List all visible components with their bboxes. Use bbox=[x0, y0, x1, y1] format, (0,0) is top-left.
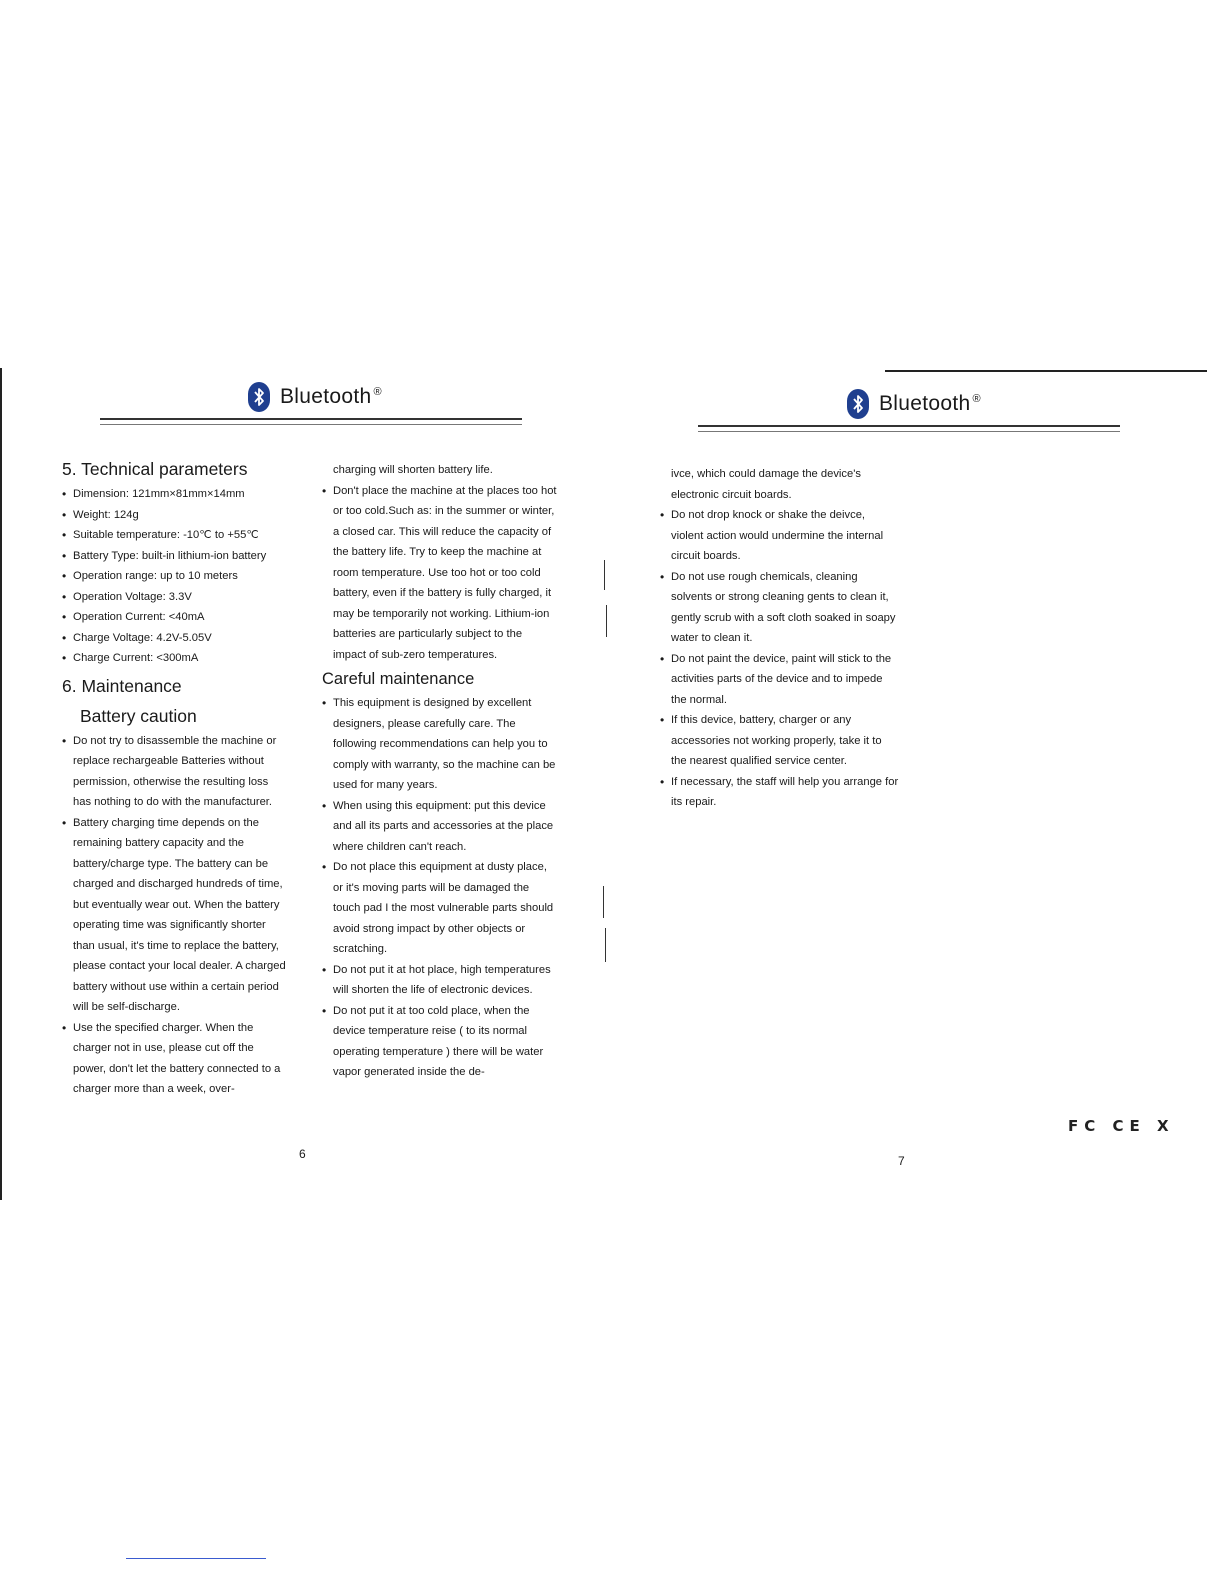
list-item: • Do not paint the device, paint will stick to the activities parts of the device and to impede the normal. bbox=[660, 649, 900, 711]
subsection-title-battery: Battery caution bbox=[80, 705, 197, 726]
list-item: • Battery charging time depends on the remaining battery capacity and the battery/charge type. The battery can be charged and discharged hundreds of time, but eventually wear out. When the battery operating time was significantly shorter than usual, it's time to replace the battery, please contact your local dealer. A charged battery without use within a certain period will be self-discharge. bbox=[62, 813, 288, 1018]
list-item: • Operation range: up to 10 meters bbox=[62, 566, 312, 587]
staple-mark bbox=[605, 928, 606, 962]
header-rule-right-thin bbox=[698, 431, 1120, 432]
bluetooth-icon bbox=[248, 382, 270, 412]
list-item: • Operation Current: <40mA bbox=[62, 607, 312, 628]
list-item: • If this device, battery, charger or any accessories not working properly, take it to the nearest qualified service center. bbox=[660, 710, 900, 772]
list-item: • Do not place this equipment at dusty place, or it's moving parts will be damaged the touch pad I the most vulnerable parts should avoid strong impact by other objects or scratching. bbox=[322, 857, 558, 960]
list-item: • If necessary, the staff will help you arrange for its repair. bbox=[660, 772, 900, 813]
page-number-right: 7 bbox=[898, 1154, 905, 1168]
left-column-2 bbox=[322, 460, 558, 1083]
staple-mark bbox=[606, 605, 607, 637]
brand-title: Bluetooth ® bbox=[879, 392, 981, 415]
brand-title: Bluetooth ® bbox=[280, 385, 382, 408]
section-title-careful: Careful maintenance bbox=[322, 670, 475, 688]
list-item: • Use the specified charger. When the charger not in use, please cut off the power, don't let the battery connected to a charger more than a week, over- bbox=[62, 1018, 288, 1100]
care-list-c bbox=[660, 505, 900, 813]
staple-mark bbox=[603, 886, 604, 918]
left-column-1 bbox=[62, 456, 312, 1100]
bluetooth-icon bbox=[847, 389, 869, 419]
continued-text: ivce, which could damage the device's electronic circuit boards. bbox=[671, 468, 861, 501]
list-item: • Do not put it at hot place, high temperatures will shorten the life of electronic devices. bbox=[322, 960, 558, 1001]
care-list-b bbox=[322, 693, 558, 1083]
header-rule-left-thin bbox=[100, 424, 522, 425]
list-item: • Charge Current: <300mA bbox=[62, 648, 312, 669]
page-number-left: 6 bbox=[299, 1147, 306, 1161]
continued-text: charging will shorten battery life. bbox=[333, 464, 493, 476]
list-item: • Suitable temperature: -10℃ to +55℃ bbox=[62, 525, 312, 546]
list-item: • Do not drop knock or shake the deivce, violent action would undermine the internal circuit boards. bbox=[660, 505, 900, 567]
top-edge-right bbox=[885, 370, 1207, 372]
scan-line bbox=[126, 1558, 266, 1559]
list-item: • Operation Voltage: 3.3V bbox=[62, 587, 312, 608]
section-title-maintenance: 6. Maintenance bbox=[62, 675, 182, 696]
list-item: • Dimension: 121mm×81mm×14mm bbox=[62, 484, 312, 505]
list-item: • When using this equipment: put this device and all its parts and accessories at the place where children can't reach. bbox=[322, 796, 558, 858]
staple-mark bbox=[604, 560, 605, 590]
header-rule-left bbox=[100, 418, 522, 420]
list-item: • Battery Type: built-in lithium-ion battery bbox=[62, 546, 312, 567]
list-item: • This equipment is designed by excellent designers, please carefully care. The following recommendations can help you to comply with warranty, so the machine can be used for many years. bbox=[322, 693, 558, 796]
page-edge-left bbox=[0, 368, 2, 1200]
list-item: • Charge Voltage: 4.2V-5.05V bbox=[62, 628, 312, 649]
list-item: • Weight: 124g bbox=[62, 505, 312, 526]
list-item: • Do not put it at too cold place, when the device temperature reise ( to its normal operating temperature ) there will be water vapor generated inside the de- bbox=[322, 1001, 558, 1083]
spec-list bbox=[62, 484, 312, 669]
caution-list bbox=[62, 731, 288, 1100]
header-rule-right bbox=[698, 425, 1120, 427]
list-item: • Do not try to disassemble the machine or replace rechargeable Batteries without permission, otherwise the resulting loss has nothing to do with the manufacturer. bbox=[62, 731, 288, 813]
header-right bbox=[847, 389, 981, 419]
care-list-a bbox=[322, 481, 558, 666]
section-title-technical: 5. Technical parameters bbox=[62, 459, 248, 479]
right-column bbox=[660, 464, 900, 813]
header-left bbox=[248, 382, 382, 412]
certification-marks: FC CE X bbox=[1068, 1117, 1175, 1135]
list-item: • Don't place the machine at the places too hot or too cold.Such as: in the summer or winter, a closed car. This will reduce the capacity of the battery life. Try to keep the machine at room temperature. Use too hot or too cold battery, even if the battery is fully charged, it may be temporarily not working. Lithium-ion batteries are particularly subject to the impact of sub-zero temperatures. bbox=[322, 481, 558, 666]
list-item: • Do not use rough chemicals, cleaning solvents or strong cleaning gents to clean it, gently scrub with a soft cloth soaked in soapy water to clean it. bbox=[660, 567, 900, 649]
